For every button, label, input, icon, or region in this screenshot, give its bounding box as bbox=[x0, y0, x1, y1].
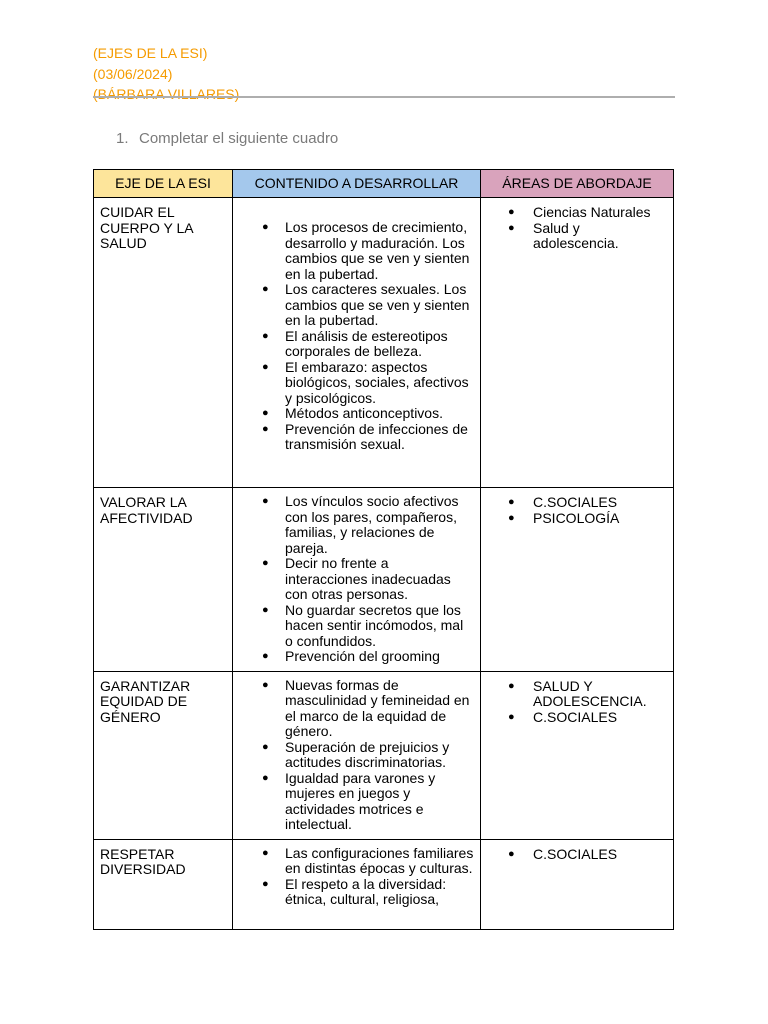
bullet-icon: ● bbox=[262, 422, 269, 435]
list-item: ● El análisis de estereotipos corporales de belleza. bbox=[262, 327, 448, 359]
table-row bbox=[94, 198, 674, 488]
esi-table bbox=[93, 169, 674, 930]
table-header-row bbox=[94, 170, 674, 198]
list-item: ● Superación de prejuicios y actitudes discriminatorias. bbox=[262, 738, 450, 770]
bullet-icon: ● bbox=[262, 495, 269, 507]
bullet-icon: ● bbox=[262, 283, 269, 295]
contenido-cell bbox=[233, 671, 481, 839]
bullet-icon: ● bbox=[262, 771, 269, 784]
contenido-list bbox=[233, 678, 474, 833]
bullet-icon: ● bbox=[262, 221, 269, 233]
bullet-icon: ● bbox=[508, 496, 515, 508]
list-item: ● No guardar secretos que los hacen sentir incómodos, mal o confundidos. bbox=[262, 601, 464, 649]
list-item: ● Los caracteres sexuales. Los cambios que se ven y sienten en la pubertad. bbox=[262, 281, 470, 328]
bullet-icon: ● bbox=[508, 511, 515, 524]
bullet-icon: ● bbox=[508, 206, 515, 218]
table-row bbox=[94, 488, 674, 672]
header-eje: EJE DE LA ESI bbox=[94, 170, 233, 198]
contenido-cell bbox=[233, 488, 481, 672]
areas-list bbox=[481, 847, 667, 863]
areas-cell bbox=[481, 488, 674, 672]
contenido-list bbox=[233, 494, 474, 665]
bullet-icon: ● bbox=[262, 329, 269, 342]
bullet-icon: ● bbox=[262, 360, 269, 373]
list-item: ● Los vínculos socio afectivos con los pares, compañeros, familias, y relaciones de pareja. bbox=[262, 493, 459, 556]
list-item: ● PSICOLOGÍA bbox=[508, 509, 620, 526]
areas-cell bbox=[481, 198, 674, 488]
header-divider bbox=[93, 96, 675, 98]
areas-list bbox=[481, 495, 667, 526]
header-title: (EJES DE LA ESI) bbox=[93, 45, 208, 61]
list-item: ● El respeto a la diversidad: étnica, cultural, religiosa, bbox=[262, 875, 447, 907]
bullet-icon: ● bbox=[262, 877, 269, 890]
eje-cell: CUIDAR EL CUERPO Y LA SALUD bbox=[94, 198, 233, 488]
list-item: ● Métodos anticonceptivos. bbox=[262, 405, 443, 421]
eje-cell: VALORAR LA AFECTIVIDAD bbox=[94, 488, 233, 672]
eje-cell: RESPETAR DIVERSIDAD bbox=[94, 839, 233, 929]
list-item: ● Prevención de infecciones de transmisión sexual. bbox=[262, 420, 468, 452]
bullet-icon: ● bbox=[262, 557, 269, 569]
bullet-icon: ● bbox=[508, 679, 515, 692]
list-item: ● Las configuraciones familiares en distintas épocas y culturas. bbox=[262, 844, 474, 876]
areas-list bbox=[481, 679, 667, 726]
contenido-cell bbox=[233, 839, 481, 929]
list-item: ● Prevención del grooming bbox=[262, 648, 440, 664]
instruction-text: Completar el siguiente cuadro bbox=[139, 130, 339, 147]
list-item: ● Igualdad para varones y mujeres en juegos y actividades motrices e intelectual. bbox=[262, 769, 436, 832]
bullet-icon: ● bbox=[262, 678, 269, 691]
bullet-icon: ● bbox=[262, 650, 269, 662]
bullet-icon: ● bbox=[262, 407, 269, 419]
list-item: ● Nuevas formas de masculinidad y femineidad en el marco de la equidad de género. bbox=[262, 676, 470, 739]
bullet-icon: ● bbox=[262, 603, 269, 616]
header-areas: ÁREAS DE ABORDAJE bbox=[481, 170, 674, 198]
contenido-list bbox=[233, 220, 474, 453]
header-date: (03/06/2024) bbox=[93, 65, 173, 82]
contenido-list bbox=[233, 846, 474, 908]
bullet-icon: ● bbox=[262, 740, 269, 753]
bullet-icon: ● bbox=[508, 710, 515, 723]
list-item: ● C.SOCIALES bbox=[508, 845, 618, 862]
instruction-number: 1. bbox=[116, 130, 129, 147]
list-item: ● C.SOCIALES bbox=[508, 494, 618, 510]
list-item: ● El embarazo: aspectos biológicos, sociales, afectivos y psicológicos. bbox=[262, 358, 469, 406]
table-row bbox=[94, 839, 674, 929]
bullet-icon: ● bbox=[508, 221, 515, 234]
list-item: ● Los procesos de crecimiento, desarrollo y maduración. Los cambios que se ven y sienten en la pubertad. bbox=[262, 219, 470, 282]
eje-cell: GARANTIZAR EQUIDAD DE GÉNERO bbox=[94, 671, 233, 839]
areas-cell bbox=[481, 839, 674, 929]
list-item: ● C.SOCIALES bbox=[508, 708, 618, 725]
list-item: ● Decir no frente a interacciones inadecuadas con otras personas. bbox=[262, 555, 451, 602]
header-contenido: CONTENIDO A DESARROLLAR bbox=[233, 170, 481, 198]
instruction-item bbox=[116, 130, 338, 148]
table-row bbox=[94, 671, 674, 839]
list-item: ● Ciencias Naturales bbox=[508, 204, 651, 220]
areas-cell bbox=[481, 671, 674, 839]
bullet-icon: ● bbox=[262, 846, 269, 859]
contenido-cell bbox=[233, 198, 481, 488]
bullet-icon: ● bbox=[508, 847, 515, 860]
list-item: ● SALUD Y ADOLESCENCIA. bbox=[508, 677, 647, 709]
list-item: ● Salud y adolescencia. bbox=[508, 219, 619, 251]
areas-list bbox=[481, 205, 667, 252]
header-author: (BÁRBARA VILLARES) bbox=[93, 86, 240, 102]
